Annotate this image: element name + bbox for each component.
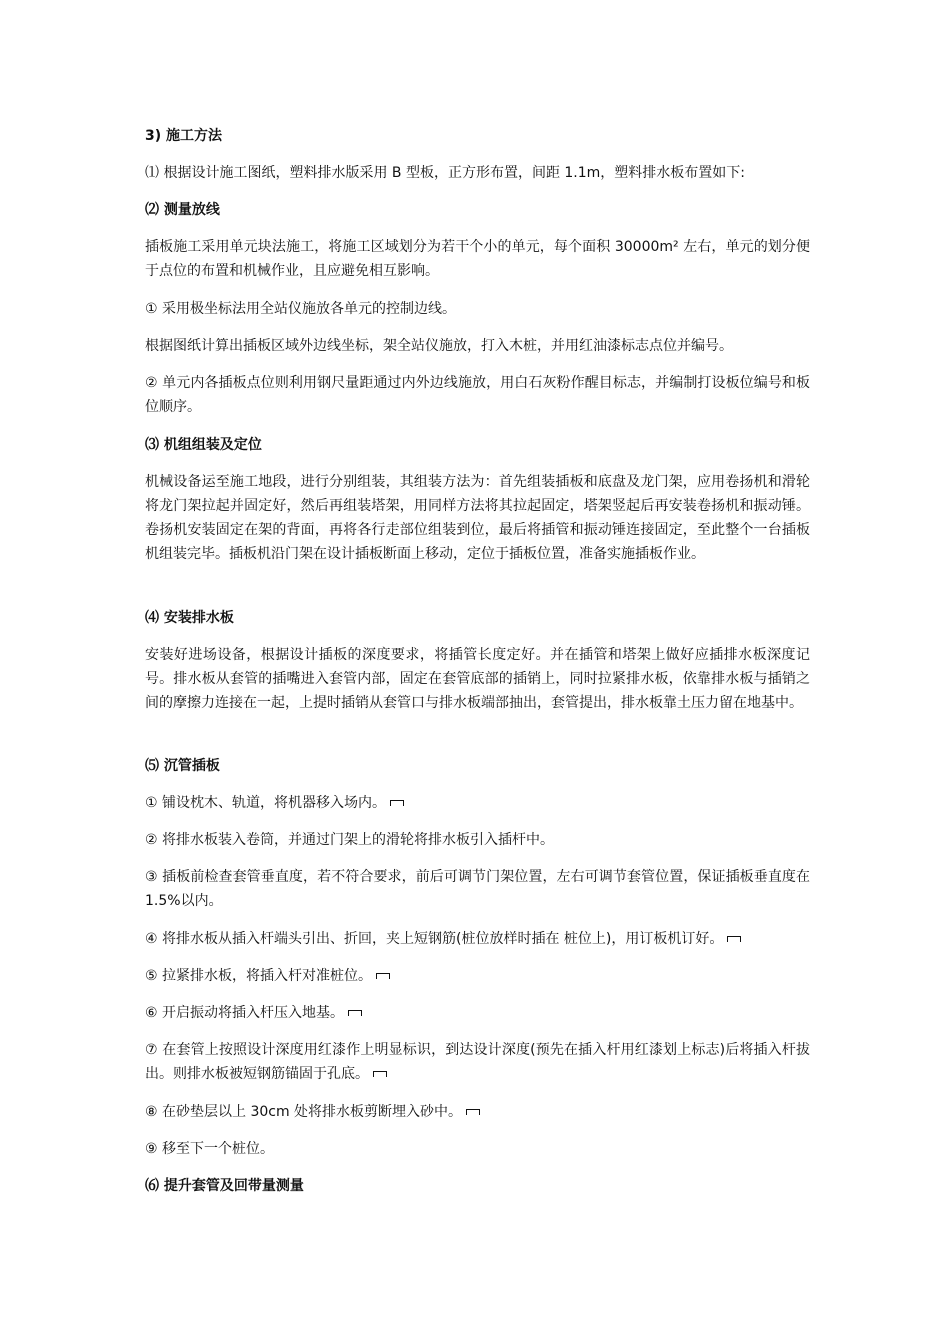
step-point-layout: ② 单元内各插板点位则利用钢尺量距通过内外边线施放，用白石灰粉作醒目标志，并编制打设板位编号和板位顺序。 (145, 375, 810, 415)
step-2: ② 将排水板装入卷筒，并通过门架上的滑轮将排水板引入插杆中。 (145, 832, 554, 848)
step-8: ⑧ 在砂垫层以上 30cm 处将排水板剪断埋入砂中。 (145, 1100, 480, 1124)
heading-assembly: ⑶ 机组组装及定位 (145, 437, 262, 453)
layout-mark-icon (466, 1109, 480, 1115)
paragraph-1: ⑴ 根据设计施工图纸，塑料排水版采用 B 型板，正方形布置，间距 1.1m，塑料排水板布置如下: (145, 165, 746, 181)
step-4: ④ 将排水板从插入杆端头引出、折回，夹上短钢筋(桩位放样时插在 桩位上)，用订板机订好。 (145, 927, 741, 951)
step-7: ⑦ 在套管上按照设计深度用红漆作上明显标识，到达设计深度(预先在插入杆用红漆划上标志)后将插入杆拔出。则排水板被短钢筋锚固于孔底。 (145, 1042, 810, 1082)
step-5: ⑤ 拉紧排水板，将插入杆对准桩位。 (145, 964, 390, 988)
paragraph-coordinates: 根据图纸计算出插板区域外边线坐标，架全站仪施放，打入木桩，并用红油漆标志点位并编号。 (145, 338, 733, 354)
step-9: ⑨ 移至下一个桩位。 (145, 1141, 275, 1157)
heading-sinking-pipe: ⑸ 沉管插板 (145, 758, 220, 774)
paragraph-assembly: 机械设备运至施工地段，进行分别组装，其组装方法为：首先组装插板和底盘及龙门架，应用卷扬机和滑轮将龙门架拉起并固定好，然后再组装塔架，用同样方法将其拉起固定，塔架竖起后再安装卷扬机和振动锤。卷扬机安装固定在架的背面，再将各行走部位组装到位，最后将插管和振动锤连接固定，至此整个一台插板机组装完毕。插板机沿门架在设计插板断面上移动，定位于插板位置，准备实施插板作业。 (145, 474, 810, 562)
layout-mark-icon (727, 936, 741, 942)
heading-lift-casing: ⑹ 提升套管及回带量测量 (145, 1178, 304, 1194)
layout-mark-icon (390, 800, 404, 806)
paragraph-2: 插板施工采用单元块法施工，将施工区域划分为若干个小的单元，每个面积 30000m² 左右，单元的划分便于点位的布置和机械作业，且应避免相互影响。 (145, 239, 810, 279)
heading-install-board: ⑷ 安装排水板 (145, 610, 234, 626)
layout-mark-icon (373, 1071, 387, 1077)
layout-mark-icon (348, 1010, 362, 1016)
paragraph-install-board: 安装好进场设备，根据设计插板的深度要求，将插管长度定好。并在插管和塔架上做好应插排水板深度记号。排水板从套管的插嘴进入套管内部，固定在套管底部的插销上，同时拉紧排水板，依靠排水板与插销之间的摩擦力连接在一起，上提时插销从套管口与排水板端部抽出，套管提出，排水板靠土压力留在地基中。 (145, 647, 810, 711)
heading-measurement: ⑵ 测量放线 (145, 202, 220, 218)
step-1: ① 铺设枕木、轨道，将机器移入场内。 (145, 791, 404, 815)
step-6: ⑥ 开启振动将插入杆压入地基。 (145, 1001, 362, 1025)
step-control-lines: ① 采用极坐标法用全站仪施放各单元的控制边线。 (145, 301, 456, 317)
layout-mark-icon (376, 973, 390, 979)
step-3: ③ 插板前检查套管垂直度，若不符合要求，前后可调节门架位置，左右可调节套管位置，保证插板垂直度在 1.5%以内。 (145, 869, 810, 909)
section-title: 3) 施工方法 (145, 128, 223, 144)
